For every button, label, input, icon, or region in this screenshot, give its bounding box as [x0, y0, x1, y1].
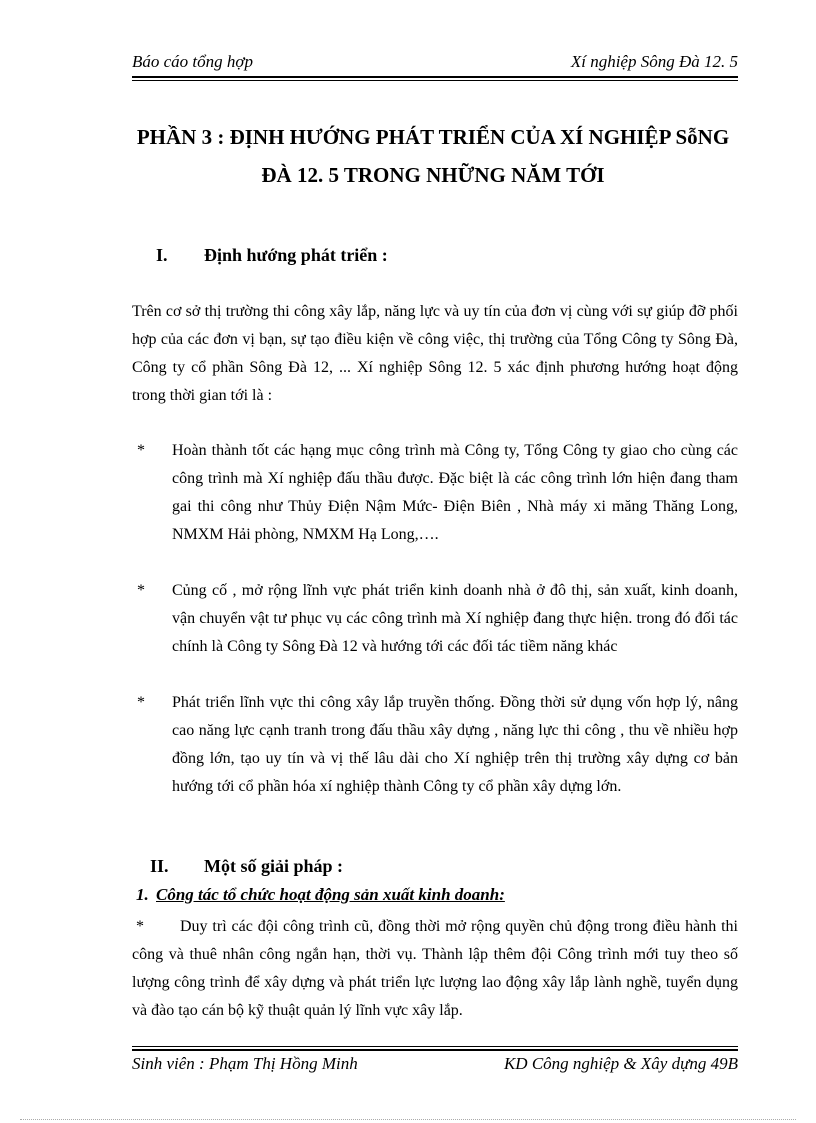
subsection-1-title: Công tác tổ chức hoạt động sản xuất kinh doanh:: [156, 885, 505, 904]
header-company-name: Xí nghiệp Sông Đà 12. 5: [570, 52, 738, 71]
bullet-text-2: Củng cố , mở rộng lĩnh vực phát triển kinh doanh nhà ở đô thị, sản xuất, kinh doanh, vận chuyển vật tư phục vụ các công trình mà Xí nghiệp đang thực hiện. trong đó đối tác chính là Công ty Sông Đà 12 và hướng tới các đối tác tiềm năng khác: [172, 582, 738, 655]
section-1-number: I.: [156, 245, 168, 265]
subsection-paragraph-text: Duy trì các đội công trình cũ, đồng thời mở rộng quyền chủ động trong điều hành thi công và thuê nhân công ngắn hạn, thời vụ. Thành lập thêm đội Công trình mới tuy theo số lượng công trình để xây dựng và phát triển lực lượng lao động xây lắp lành nghề, tuyển dụng và đào tạo cán bộ kỹ thuật quản lý lĩnh vực xây lắp.: [132, 918, 738, 1019]
page-bottom-dotted-line: [20, 1119, 796, 1120]
bullet-text-3: Phát triển lĩnh vực thi công xây lắp truyền thống. Đồng thời sử dụng vốn hợp lý, nâng cao năng lực cạnh tranh trong đấu thầu xây dựng , năng lực thi công , thu về nhiều hợp đồng lớn, tạo uy tín và vị thế lâu dài cho Xí nghiệp trên thị trường xây dựng cơ bản hướng tới cổ phần hóa xí nghiệp thành Công ty cổ phần xây dựng lớn.: [172, 694, 738, 795]
intro-paragraph: Trên cơ sở thị trường thi công xây lắp, năng lực và uy tín của đơn vị cùng với sự giúp đỡ phối hợp của các đơn vị bạn, sự tạo điều kiện về công việc, thị trường của Tổng Công ty Sông Đà, Công ty cổ phần Sông Đà 12, ... Xí nghiệp Sông 12. 5 xác định phương hướng hoạt động trong thời gian tới là :: [132, 303, 738, 404]
bullet-star-icon: *: [137, 694, 145, 711]
chapter-title-line-2: ĐÀ 12. 5 TRONG NHỮNG NĂM TỚI: [261, 163, 605, 187]
subsection-1-heading: [136, 885, 505, 905]
header-report-title: Báo cáo tổng hợp: [132, 52, 253, 71]
footer-rule: [132, 1046, 738, 1051]
header-rule: [132, 76, 738, 81]
section-1-title: Định hướng phát triển :: [204, 245, 388, 265]
chapter-title: [110, 118, 756, 194]
page-footer: [132, 1054, 738, 1078]
section-2-title: Một số giải pháp :: [204, 856, 344, 876]
subsection-paragraph: [132, 913, 738, 1025]
bullet-star-icon: *: [137, 582, 145, 599]
sub-bullet-star-icon: *: [136, 918, 144, 935]
subsection-1-number: 1.: [136, 885, 149, 904]
footer-student-name: Sinh viên : Phạm Thị Hồng Minh: [132, 1054, 358, 1073]
bullet-item-3: [132, 689, 738, 801]
page-header: [132, 50, 738, 76]
bullet-item-1: [132, 437, 738, 549]
footer-class-name: KD Công nghiệp & Xây dựng 49B: [503, 1054, 738, 1073]
bullet-star-icon: *: [137, 442, 145, 459]
bullet-text-1: Hoàn thành tốt các hạng mục công trình mà Công ty, Tổng Công ty giao cho cùng các công trình mà Xí nghiệp đấu thầu được. Đặc biệt là các công trình lớn hiện đang tham gai thi công như Thủy Điện Nậm Mức- Điện Biên , Nhà máy xi măng Thăng Long, NMXM Hải phòng, NMXM Hạ Long,….: [172, 442, 738, 543]
chapter-title-line-1: PHẦN 3 : ĐỊNH HƯỚNG PHÁT TRIỂN CỦA XÍ NGHIỆP SỗNG: [136, 125, 730, 149]
bullet-item-2: [132, 577, 738, 661]
section-2-number: II.: [150, 856, 169, 876]
